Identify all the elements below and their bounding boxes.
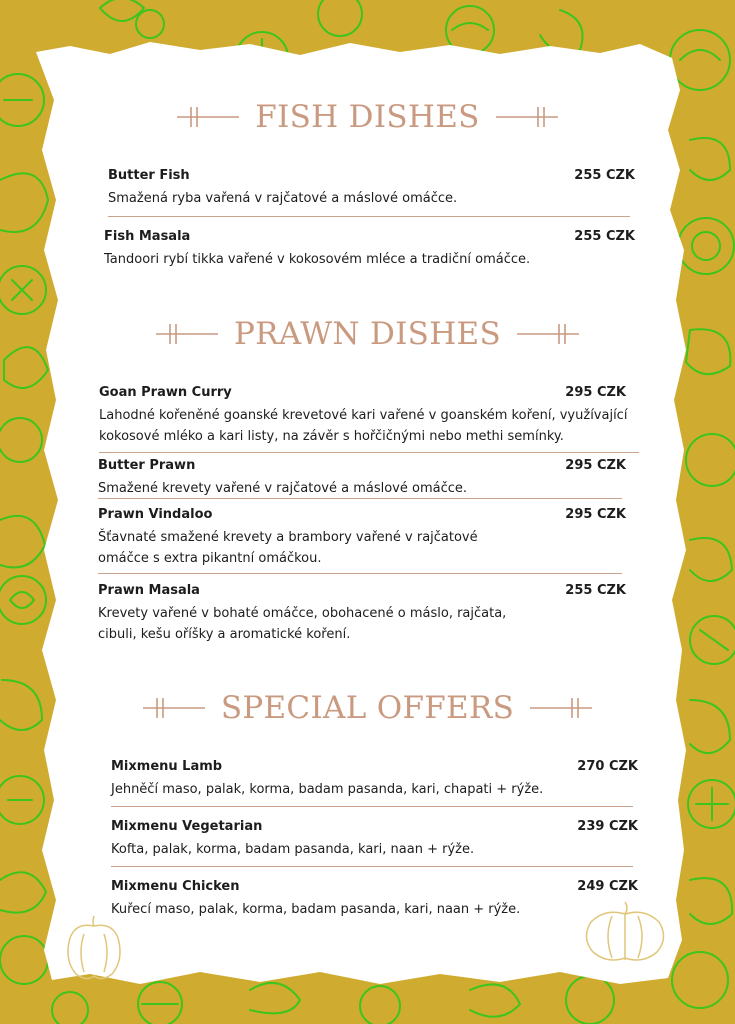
item-name: Goan Prawn Curry [99, 385, 232, 400]
item-price: 239 CZK [577, 819, 638, 834]
menu-item [111, 879, 638, 921]
item-price: 270 CZK [577, 759, 638, 774]
divider [98, 498, 622, 499]
item-name: Butter Fish [108, 168, 190, 183]
ornament-left-icon [154, 322, 220, 346]
menu-item [98, 458, 626, 498]
ornament-right-icon [515, 322, 581, 346]
ornament-left-icon [141, 696, 207, 720]
divider [111, 866, 633, 867]
item-name: Mixmenu Lamb [111, 759, 223, 774]
ornament-right-icon [494, 105, 560, 129]
item-description: Tandoori rybí tikka vařené v kokosovém mléce a tradiční omáčce. [104, 252, 531, 267]
divider [111, 806, 633, 807]
item-description: Smažené krevety vařené v rajčatové a máslové omáčce. [98, 481, 467, 496]
item-price: 295 CZK [565, 507, 626, 522]
section-heading-fish [0, 97, 735, 137]
item-price: 295 CZK [565, 385, 626, 400]
menu-item [111, 819, 638, 861]
ornament-left-icon [175, 105, 241, 129]
item-description: Šťavnaté smažené krevety a brambory vařené v rajčatové omáčce s extra pikantní omáčkou. [98, 530, 478, 566]
item-description: Kuřecí maso, palak, korma, badam pasanda, kari, naan + rýže. [111, 902, 521, 917]
item-price: 255 CZK [565, 583, 626, 598]
item-description: Kofta, palak, korma, badam pasanda, kari, naan + rýže. [111, 842, 475, 857]
item-description: Lahodné kořeněné goanské krevetové kari vařené v goanském koření, využívající kokosové mléko a kari listy, na závěr s hořčičnými nebo methi semínky. [99, 408, 628, 444]
menu-item [98, 507, 626, 569]
section-title: SPECIAL OFFERS [220, 690, 515, 726]
menu-item [99, 385, 626, 449]
item-description: Krevety vařené v bohaté omáčce, obohacené o máslo, rajčata, cibuli, kešu oříšky a aromatické koření. [98, 606, 507, 642]
menu-item [111, 759, 638, 801]
menu-item [108, 168, 635, 212]
item-name: Mixmenu Vegetarian [111, 819, 263, 834]
item-price: 255 CZK [574, 229, 635, 244]
divider [108, 216, 630, 217]
ornament-right-icon [528, 696, 594, 720]
item-description: Jehněčí maso, palak, korma, badam pasanda, kari, chapati + rýže. [111, 782, 544, 797]
item-name: Butter Prawn [98, 458, 196, 473]
item-price: 295 CZK [565, 458, 626, 473]
section-title: PRAWN DISHES [233, 316, 501, 352]
divider [99, 452, 639, 453]
item-price: 249 CZK [577, 879, 638, 894]
section-title: FISH DISHES [255, 99, 480, 135]
menu-item [98, 583, 626, 645]
menu-item [104, 229, 635, 273]
item-name: Mixmenu Chicken [111, 879, 240, 894]
item-name: Fish Masala [104, 229, 191, 244]
item-price: 255 CZK [574, 168, 635, 183]
item-name: Prawn Vindaloo [98, 507, 213, 522]
section-heading-prawn [0, 314, 735, 354]
divider [98, 573, 622, 574]
pumpkin-icon [582, 898, 668, 964]
item-name: Prawn Masala [98, 583, 200, 598]
bell-pepper-icon [62, 912, 126, 982]
item-description: Smažená ryba vařená v rajčatové a máslové omáčce. [108, 191, 458, 206]
section-heading-special [0, 688, 735, 728]
